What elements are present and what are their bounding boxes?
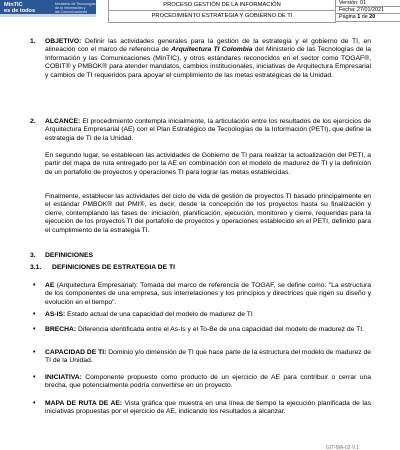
document-header xyxy=(0,0,400,26)
bullet-capacidad: • xyxy=(33,349,36,356)
alcance-label: ALCANCE: xyxy=(45,118,81,125)
alcance-paragraph-2: En segundo lugar, se establecen las actividades de Gobierno de TI para realizar la actualización del PETI, a partir del mapa de ruta entregado por la AE en combinación con el modelo de madurez de TI y la definición de un portafolio de proyectos y operaciones TI para lograr las metas establecidas. xyxy=(45,152,371,176)
version-label: Versión: 01 xyxy=(335,0,400,7)
section-3-number: 3. xyxy=(30,252,36,259)
definition-term: AE xyxy=(45,282,55,289)
alcance-paragraph-3: Finalmente, establecer las actividades del ciclo de vida de gestión de proyectos TI basado principalmente en el estándar PMBOK® del PMI®, es decir, desde la concepción de los proyectos hasta su finalización y cierre, contemplando las fases de: iniciación, planificación, ejecución, monitoreo y cierre, requeridas para la ejecución de los proyectos TI del portafolio de proyectos y operaciones establecido en el PETI, definido para el cumplimiento de la estrategia TI. xyxy=(45,193,371,234)
definition-term: MAPA DE RUTA DE AE: xyxy=(45,400,123,407)
section-objetivo: OBJETIVO: Definir las actividades generales para la gestión de la estrategia y el gobierno de TI, en alineación con el marco de referencia de Arquitectura TI Colombia del Ministerio de las Tecnologías de la Información y las Comunicaciones (MinTIC), y otros estándares reconocidos en el sector como TOGAF®, COBIT® y PMBOK® para atender mandatos, cambios institucionales, iniciativas de Arquitectura Empresarial y cambios de TI requeridos para apoyar el cumplimiento de las metas estratégicas de la Unidad. xyxy=(45,38,371,79)
definition-capacidad-ti: CAPACIDAD DE TI: Dominio y/o dimensión de TI que hace parte de la estructura del modelo de madurez de TI de la Unidad. xyxy=(45,349,372,365)
section-1-number: 1. xyxy=(30,38,36,45)
logo-underline-bar xyxy=(0,14,96,17)
definition-mapa-ruta-ae: MAPA DE RUTA DE AE: Vista gráfica que muestra en una línea de tiempo la ejecución planificada de las iniciativas propuestas por el ejercicio de AE, indicando los resultados a alcanzar. xyxy=(45,400,372,416)
definition-brecha: BRECHA: Diferencia identificada entre el As-Is y el To-Be de una capacidad del modelo de madurez de TI. xyxy=(45,326,365,333)
process-title: PROCESO GESTIÓN DE LA INFORMACIÓN xyxy=(108,0,336,11)
date-label: Fecha: 27/01/2021 xyxy=(335,6,400,14)
footer-stamp: GIT-MA-02 V.1 xyxy=(326,445,359,450)
page-number: Página 1 de 20 xyxy=(335,13,400,22)
subsection-3-1-number: 3.1. xyxy=(30,264,42,271)
bullet-mapa-ruta: • xyxy=(33,400,36,407)
definition-as-is: AS-IS: Estado actual de una capacidad del modelo de madurez de TI xyxy=(45,311,253,318)
subsection-3-1-title: DEFINICIONES DE ESTRATEGIA DE TI xyxy=(52,264,176,271)
bullet-brecha: • xyxy=(33,326,36,333)
definition-iniciativa: INICIATIVA: Componente propuesto como producto de un ejercicio de AE para contribuir o cerrar una brecha, que potencialmente podría convertirse en un proyecto. xyxy=(45,374,371,390)
logo-side-text: Ministerio de Tecnologías de la Información y las Comunicaciones xyxy=(55,2,96,15)
definiciones-title: DEFINICIONES xyxy=(45,252,94,259)
definition-term: CAPACIDAD DE TI: xyxy=(45,349,107,356)
definition-term: BRECHA: xyxy=(45,326,77,333)
procedure-title: PROCEDIMIENTO ESTRATEGIA Y GOBIERNO DE TI xyxy=(108,10,336,23)
logo-main-text: MinTIC es de todos xyxy=(4,2,36,14)
arquitectura-ti-colombia: Arquitectura TI Colombia xyxy=(171,46,253,54)
alcance-paragraph-1: ALCANCE: El procedimiento contempla inicialmente, la articulación entre los resultados de los ejercicios de Arquitectura Empresarial (AE) con el Plan Estratégico de Tecnologías de la Información (PETI), que define la estrategia de TI de la Unidad. xyxy=(45,118,371,142)
definition-term: AS-IS: xyxy=(45,311,66,318)
mintic-logo xyxy=(0,0,96,14)
bullet-as-is: • xyxy=(33,311,36,318)
section-2-number: 2. xyxy=(30,118,36,125)
definition-ae: AE (Arquitectura Empresarial): Tomada del marco de referencia de TOGAF, se define como: "La estructura de los componentes de una empresa, sus interrelaciones y los principios y directrices que rigen su diseño y evolución en el tiempo". xyxy=(45,282,371,306)
bullet-iniciativa: • xyxy=(33,374,36,381)
definition-term: INICIATIVA: xyxy=(45,374,82,381)
objetivo-label: OBJETIVO: xyxy=(45,38,82,45)
bullet-ae: • xyxy=(33,282,36,289)
